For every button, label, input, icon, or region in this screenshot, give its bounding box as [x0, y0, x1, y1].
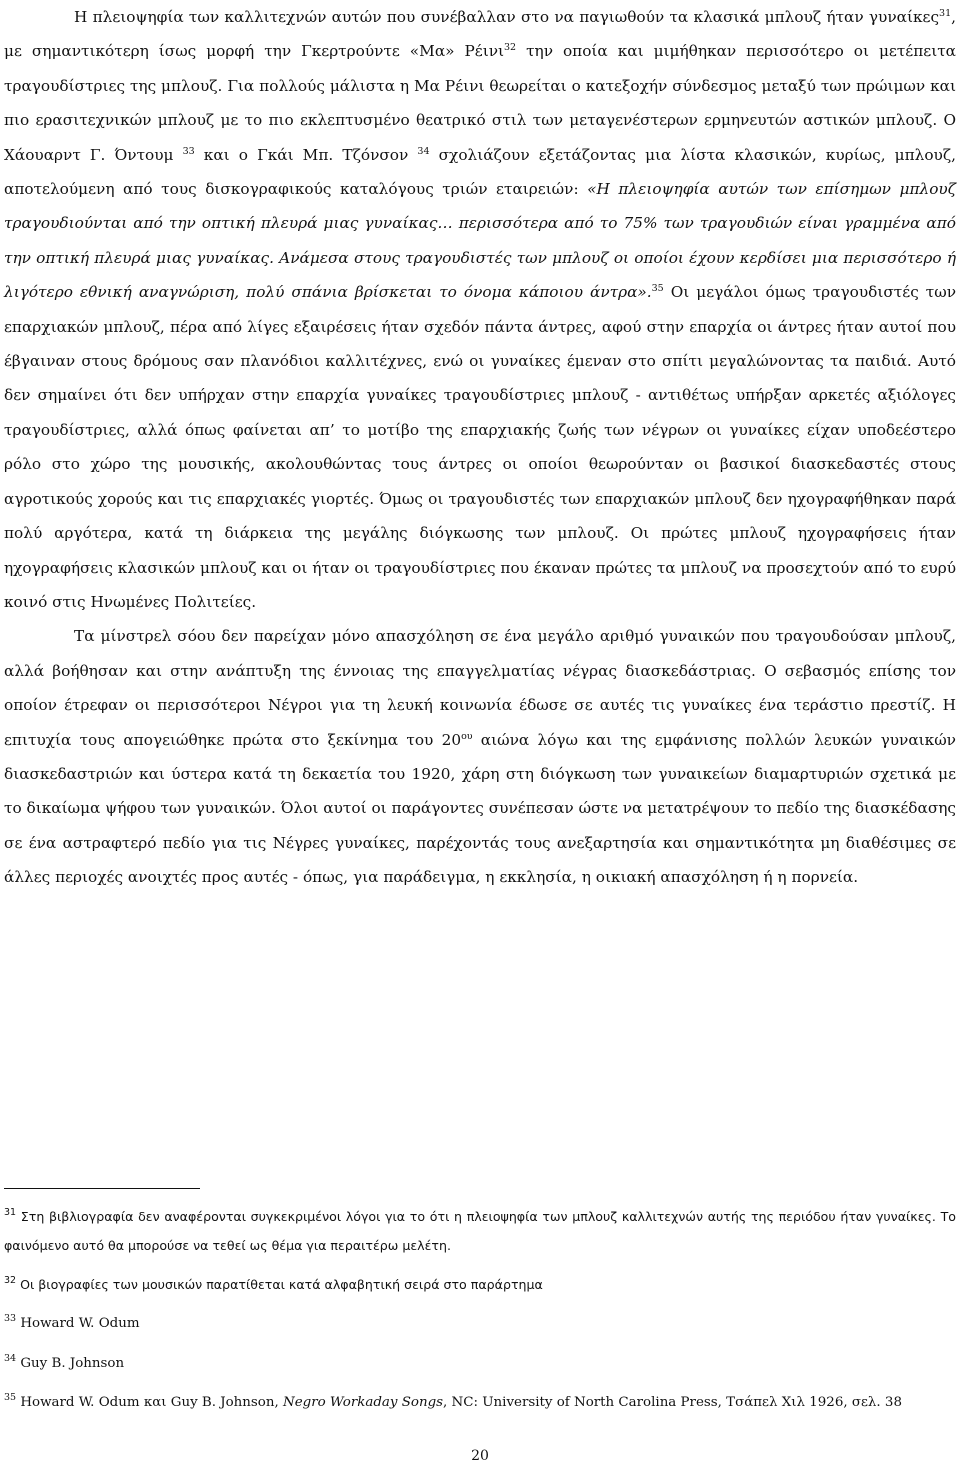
block-quote: «Η πλειοψηφία αυτών των επίσημων μπλουζ τραγουδιούνται από την οπτική πλευρά μιας γυναίκας… περισσότερα από το 75% των τραγουδιών είναι γραμμένα από την οπτική πλευρά μιας γυναίκας. Ανάμεσα στους τραγουδιστές των μπλουζ οι οποίοι έχουν κερδίσει μια περισσότερο ή λιγότερο εθνική αναγνώριση, πολύ σπάνια βρίσκεται το όνομα κάποιου άντρα». [4, 180, 956, 302]
ordinal-superscript: ου [461, 730, 473, 742]
page-number: 20 [471, 1448, 489, 1464]
footnote-ref-33[interactable]: 33 [182, 145, 195, 157]
footnote-ref-34[interactable]: 34 [417, 145, 430, 157]
paragraph-2: Τα μίνστρελ σόου δεν παρείχαν μόνο απασχόληση σε ένα μεγάλο αριθμό γυναικών που τραγουδούσαν μπλουζ, αλλά βοήθησαν και στην ανάπτυξη της έννοιας της επαγγελματίας νέγρας διασκεδάστριας. Ο σεβασμός επίσης τον οποίον έτρεφαν οι περισσότεροι Νέγροι για τη λευκή κοινωνία έδωσε σε αυτές τις γυναίκες ένα τεράστιο πρεστίζ. Η επιτυχία τους απογειώθηκε πρώτα στο ξεκίνημα του $20^{o\upsilon}$ αιώνα λόγω και της εμφάνισης πολλών λευκών γυναικών διασκεδαστριών και ύστερα κατά τη δεκαετία του 1920, χάρη στη διόγκωση των γυναικείων διαμαρτυριών σχετικά με το δικαίωμα ψήφου των γυναικών. Όλοι αυτοί οι παράγοντες συνέπεσαν ώστε να μετατρέψουν το πεδίο της διασκέδασης σε ένα αστραφτερό πεδίο για τις Νέγρες γυναίκες, παρέχοντάς τους ανεξαρτησία και σημαντικότητα μη διαθέσιμες σε άλλες περιοχές ανοιχτές προς αυτές - όπως, για παράδειγμα, η εκκλησία, η οικιακή απασχόληση ή η πορνεία. [4, 627, 956, 887]
book-title: Negro Workaday Songs [283, 1395, 444, 1410]
footnote-ref-35[interactable]: 35 [651, 283, 664, 295]
footnote-33: $^{33}$ Howard W. Odum [4, 1313, 140, 1331]
footnote-ref-32[interactable]: 32 [504, 42, 517, 54]
footnote-31: $^{31}$ Στη βιβλιογραφία δεν αναφέρονται συγκεκριμένοι λόγοι για το ότι η πλειοψηφία των μπλουζ καλλιτεχνών αυτής της περιόδου ήταν γυναίκες. Το φαινόμενο αυτό θα μπορούσε να τεθεί ως θέμα για περαιτέρω μελέτη. [4, 1207, 956, 1253]
paragraph-1: Η πλειοψηφία των καλλιτεχνών αυτών που συνέβαλλαν στο να παγιωθούν τα κλασικά μπλουζ ήταν γυναίκες$^{31}$, με σημαντικότερη ίσως μορφή την Γκερτρούντε «Μα» Ρέινι$^{32}$ την οποία και μιμήθηκαν περισσότερο οι μετέπειτα τραγουδίστριες της μπλουζ. Για πολλούς μάλιστα η Μα Ρέινι θεωρείται ο κατεξοχήν σύνδεσμος μεταξύ των πρώιμων και πιο ερασιτεχνικών μπλουζ με το πιο εκλεπτυσμένο θεατρικό στιλ των μεταγενέστερων ερμηνευτών αστικών μπλουζ. Ο Χάουαρντ Γ. Όντουμ $^{33}$ και ο Γκάι Μπ. Τζόνσον $^{34}$ σχολιάζουν εξετάζοντας μια λίστα κλασικών, κυρίως, μπλουζ, αποτελούμενη από τους δισκογραφικούς καταλόγους τριών εταιρειών: «Η πλειοψηφία αυτών των επίσημων μπλουζ τραγουδιούνται από την οπτική πλευρά μιας γυναίκας… περισσότερα από το 75% των τραγουδιών είναι γραμμένα από την οπτική πλευρά μιας γυναίκας. Ανάμεσα στους τραγουδιστές των μπλουζ οι οποίοι έχουν κερδίσει μια περισσότερο ή λιγότερο εθνική αναγνώριση, πολύ σπάνια βρίσκεται το όνομα κάποιου άντρα».$^{35}$ Οι μεγάλοι όμως τραγουδιστές των επαρχιακών μπλουζ, πέρα από λίγες εξαιρέσεις ήταν σχεδόν πάντα άντρες, αφού στην επαρχία οι άντρες ήταν αυτοί που έβγαιναν στους δρόμους σαν πλανόδιοι καλλιτέχνες, ενώ οι γυναίκες έμεναν στο σπίτι μεγαλώνοντας τα παιδιά. Αυτό δεν σημαίνει ότι δεν υπήρχαν στην επαρχία γυναίκες τραγουδίστριες μπλουζ - αντιθέτως υπήρξαν αρκετές αξιόλογες τραγουδίστριες, αλλά όπως φαίνεται απ’ το μοτίβο της επαρχιακής ζωής των νέγρων οι γυναίκες είχαν υποδεέστερο ρόλο στο χώρο της μουσικής, ακολουθώντας τους άντρες οι οποίοι θεωρούνταν οι βασικοί διασκεδαστές στους αγροτικούς χορούς και τις επαρχιακές γιορτές. Όμως οι τραγουδιστές των επαρχιακών μπλουζ δεν ηχογραφήθηκαν παρά πολύ αργότερα, κατά τη διάρκεια της μεγάλης διόγκωσης των μπλουζ. Οι πρώτες μπλουζ ηχογραφήσεις ήταν ηχογραφήσεις κλασικών μπλουζ και οι ήταν οι τραγουδίστριες που έκαναν πρώτες τα μπλουζ να προσεχτούν από το ευρύ κοινό στις Ηνωμένες Πολιτείες. [4, 8, 957, 611]
body-text [4, 0, 956, 895]
footnote-separator [4, 1188, 200, 1189]
footnote-32: $^{32}$ Οι βιογραφίες των μουσικών παρατίθεται κατά αλφαβητική σειρά στο παράρτημα [4, 1275, 543, 1292]
footnote-34: $^{34}$ Guy B. Johnson [4, 1353, 125, 1371]
footnote-35: $^{35}$ Howard W. Odum και Guy B. Johnson, Negro Workaday Songs, NC: University of North Carolina Press, Τσάπελ Χιλ 1926, σελ. 38 [4, 1392, 902, 1410]
footnote-ref-31[interactable]: 31 [939, 8, 952, 19]
